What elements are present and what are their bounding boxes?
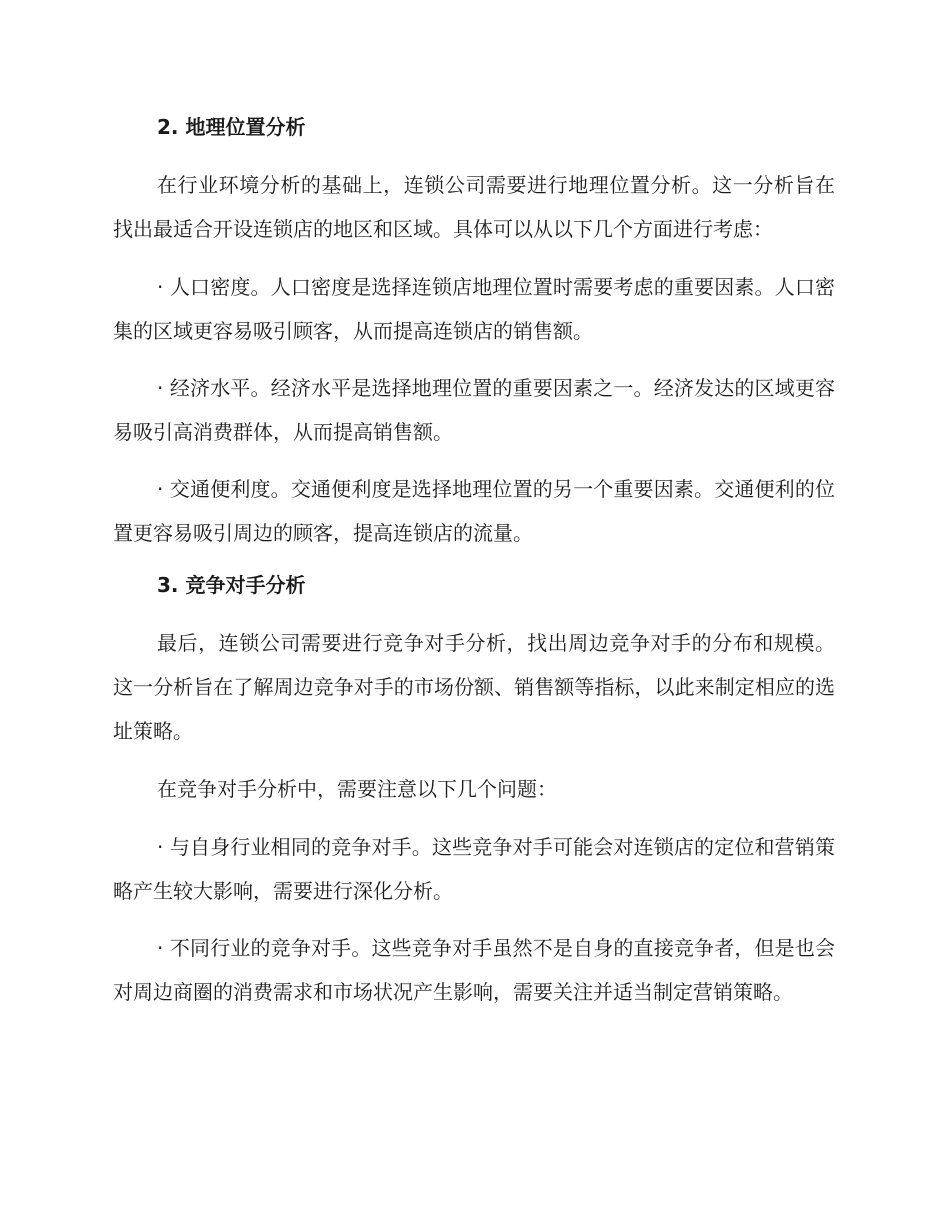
section-heading-competitor: 3. 竞争对手分析 [157, 573, 306, 597]
document-page [113, 110, 835, 1027]
bullet-economic-level: · 经济水平。经济水平是选择地理位置的重要因素之一。经济发达的区域更容易吸引高消费群体，从而提高销售额。 [113, 376, 835, 444]
bullet-population-density: · 人口密度。人口密度是选择连锁店地理位置时需要考虑的重要因素。人口密集的区域更容易吸引顾客，从而提高连锁店的销售额。 [113, 275, 835, 343]
bullet-transport-convenience: · 交通便利度。交通便利度是选择地理位置的另一个重要因素。交通便利的位置更容易吸引周边的顾客，提高连锁店的流量。 [113, 477, 835, 545]
paragraph-competitor-issues: 在竞争对手分析中，需要注意以下几个问题： [157, 777, 557, 801]
section-heading-location: 2. 地理位置分析 [157, 115, 306, 139]
paragraph-location-intro: 在行业环境分析的基础上，连锁公司需要进行地理位置分析。这一分析旨在找出最适合开设连锁店的地区和区域。具体可以从以下几个方面进行考虑： [113, 173, 835, 241]
paragraph-competitor-intro: 最后，连锁公司需要进行竞争对手分析，找出周边竞争对手的分布和规模。这一分析旨在了解周边竞争对手的市场份额、销售额等指标，以此来制定相应的选址策略。 [113, 631, 835, 743]
bullet-same-industry: · 与自身行业相同的竞争对手。这些竞争对手可能会对连锁店的定位和营销策略产生较大影响，需要进行深化分析。 [113, 835, 835, 903]
bullet-different-industry: · 不同行业的竞争对手。这些竞争对手虽然不是自身的直接竞争者，但是也会对周边商圈的消费需求和市场状况产生影响，需要关注并适当制定营销策略。 [113, 936, 835, 1004]
